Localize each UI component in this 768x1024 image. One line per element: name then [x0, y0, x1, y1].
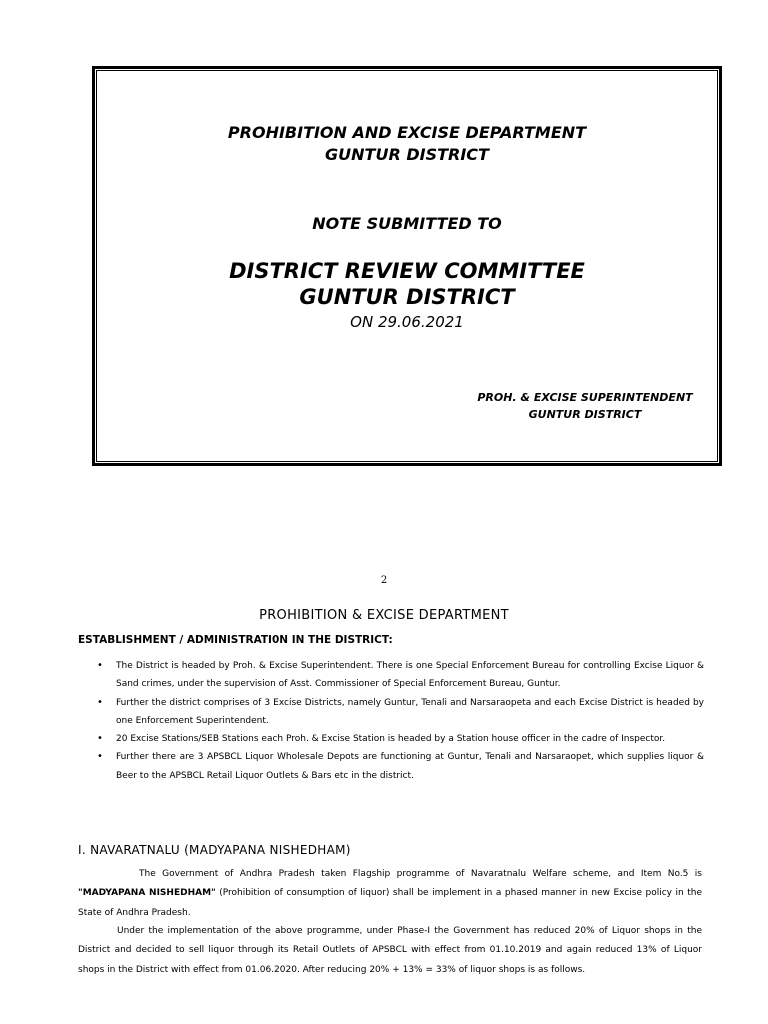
cover-box	[92, 66, 722, 466]
department-title: PROHIBITION AND EXCISE DEPARTMENT	[227, 123, 587, 142]
note-submitted-to: NOTE SUBMITTED TO	[312, 214, 502, 233]
meeting-date: ON 29.06.2021	[350, 313, 464, 331]
signatory-district: GUNTUR DISTRICT	[528, 408, 642, 421]
list-item: • Further the district comprises of 3 Excise Districts, namely Guntur, Tenali and Narsaraopeta and each Excise District is headed by one Enforcement Superintendent.	[116, 694, 704, 731]
navaratnalu-paragraph	[78, 865, 702, 923]
implementation-paragraph: Under the implementation of the above programme, under Phase-I the Government has reduced 20% of Liquor shops in the District and decided to sell liquor through its Retail Outlets of APSBCL with effect from 01.10.2019 and again reduced 13% of Liquor shops in the District with effect from 01.06.2020. After reducing 20% + 13% = 33% of liquor shops is as follows.	[78, 926, 702, 975]
list-item: • The District is headed by Proh. & Excise Superintendent. There is one Special Enforcement Bureau for controlling Excise Liquor & Sand crimes, under the supervision of Asst. Commissioner of Special Enforcement Bureau, Guntur.	[116, 657, 704, 694]
committee-district: GUNTUR DISTRICT	[299, 285, 515, 309]
committee-title: DISTRICT REVIEW COMMITTEE	[229, 259, 585, 283]
section-title: I. NAVARATNALU (MADYAPANA NISHEDHAM)	[78, 843, 351, 857]
establishment-list	[116, 657, 704, 785]
department-district: GUNTUR DISTRICT	[325, 145, 489, 164]
page-heading: PROHIBITION & EXCISE DEPARTMENT	[259, 608, 509, 623]
establishment-subheading: ESTABLISHMENT / ADMINISTRATI0N IN THE DISTRICT:	[78, 634, 393, 646]
signatory-title: PROH. & EXCISE SUPERINTENDENT	[477, 391, 693, 404]
list-item: • 20 Excise Stations/SEB Stations each Proh. & Excise Station is headed by a Station house officer in the cadre of Inspector.	[116, 730, 704, 748]
para1-bold-term: "MADYAPANA NISHEDHAM"	[78, 888, 216, 899]
para1-text-end: (Prohibition of consumption of liquor) shall be implement in a phased manner in new Excise policy in the State of Andhra Pradesh.	[78, 888, 702, 918]
list-item: • Further there are 3 APSBCL Liquor Wholesale Depots are functioning at Guntur, Tenali and Narsaraopet, which supplies liquor & Beer to the APSBCL Retail Liquor Outlets & Bars etc in the district.	[116, 748, 704, 785]
page-number: 2	[380, 575, 388, 586]
para1-text-start: The Government of Andhra Pradesh taken Flagship programme of Navaratnalu Welfare scheme, and Item No.5 is	[139, 869, 702, 879]
